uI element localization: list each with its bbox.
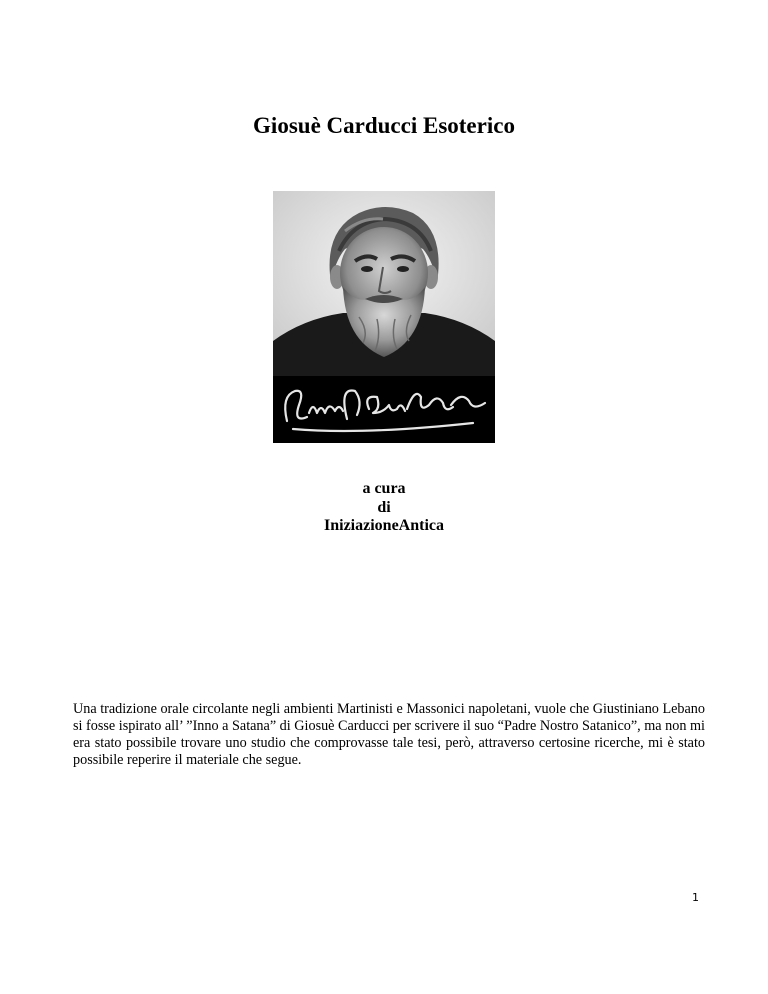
portrait-image	[273, 191, 495, 443]
credits-author: IniziazioneAntica	[324, 517, 444, 534]
credits-block	[0, 480, 768, 536]
document-title: Giosuè Carducci Esoterico	[253, 113, 515, 138]
intro-paragraph: Una tradizione orale circolante negli ambienti Martinisti e Massonici napoletani, vuole che Giustiniano Lebano si fosse ispirato all’ ”Inno a Satana” di Giosuè Carducci per scrivere il suo “Padre Nostro Satanico”, ma non mi era stato possibile trovare uno studio che comprovasse tale tesi, però, attraverso certosine ricerche, mi è stato possibile reperire il materiale che segue.	[73, 701, 705, 768]
page-number: 1	[692, 891, 699, 904]
credits-di: di	[377, 498, 391, 516]
credits-a-cura: a cura	[362, 480, 406, 497]
